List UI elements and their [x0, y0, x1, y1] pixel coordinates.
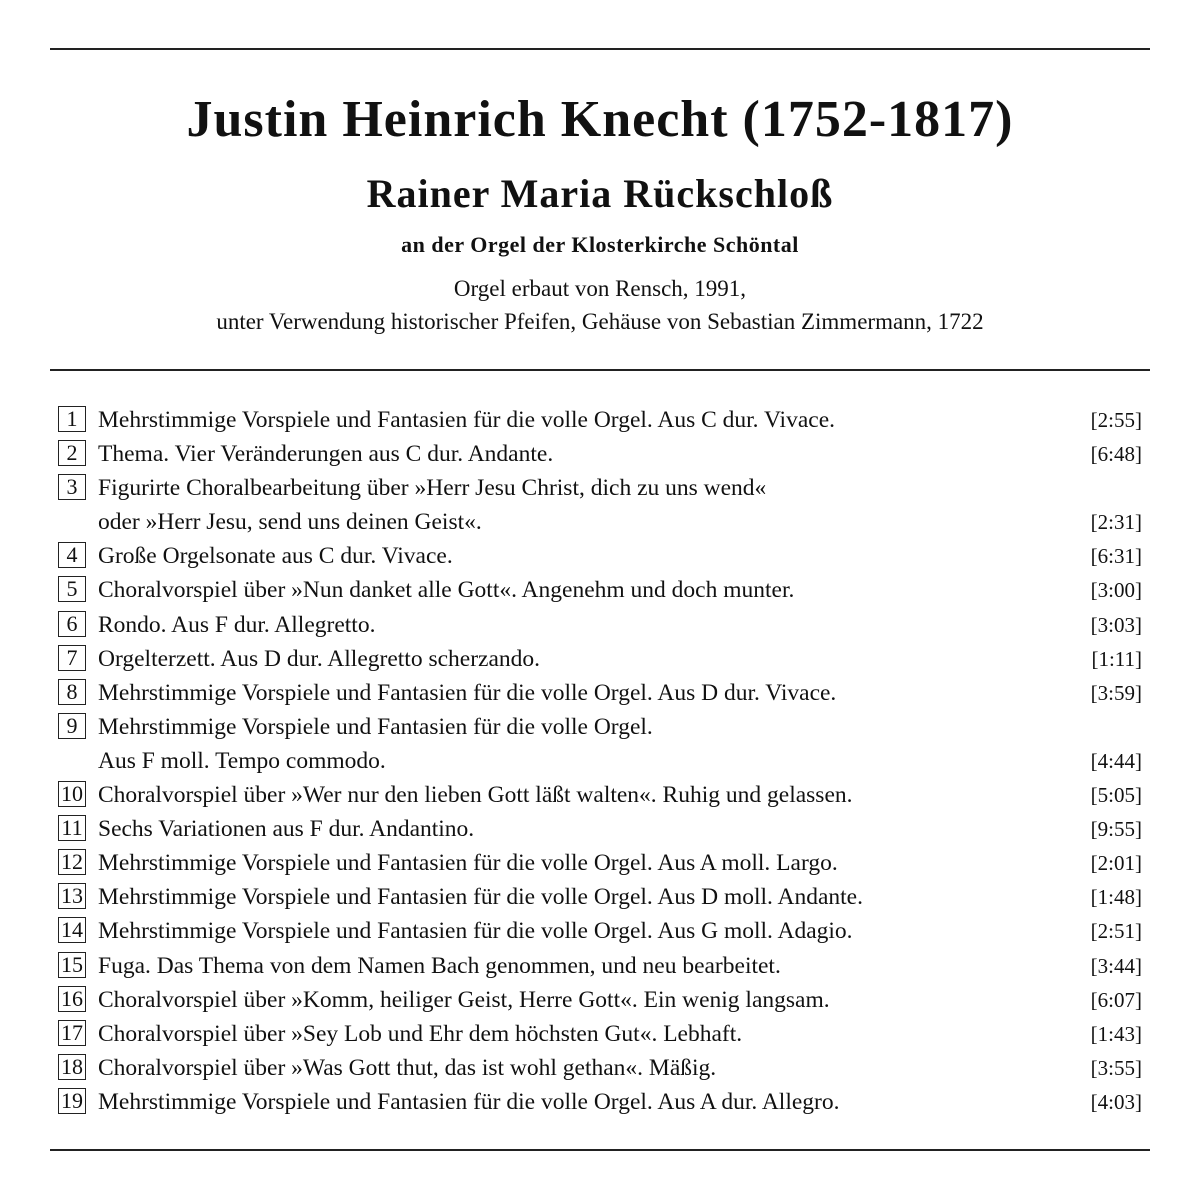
track-title: Mehrstimmige Vorspiele und Fantasien für die volle Orgel. [98, 713, 653, 740]
track-title: Choralvorspiel über »Wer nur den lieben Gott läßt walten«. Ruhig und gelassen. [98, 782, 853, 809]
performer-heading: Rainer Maria Rückschloß [366, 171, 834, 216]
track-duration: [2:01] [1090, 851, 1142, 876]
track-item [58, 1051, 1148, 1085]
track-item [58, 914, 1148, 948]
track-duration: [2:51] [1090, 919, 1142, 944]
track-list [58, 403, 1148, 1119]
track-item [58, 642, 1148, 676]
track-line [58, 914, 1148, 948]
track-item [58, 676, 1148, 710]
track-duration: [1:11] [1091, 646, 1142, 671]
track-title: oder »Herr Jesu, send uns deinen Geist«. [98, 509, 482, 536]
track-item [58, 983, 1148, 1017]
track-line [58, 573, 1148, 607]
track-title: Choralvorspiel über »Sey Lob und Ehr dem höchsten Gut«. Lebhaft. [98, 1020, 743, 1047]
track-title: Große Orgelsonate aus C dur. Vivace. [98, 543, 453, 570]
track-duration: [3:00] [1090, 578, 1142, 603]
track-line [58, 437, 1148, 471]
track-line [58, 744, 1148, 778]
track-title: Fuga. Das Thema von dem Namen Bach genommen, und neu bearbeitet. [98, 952, 781, 979]
track-duration: [9:55] [1090, 817, 1142, 842]
track-number-box: 4 [58, 542, 86, 568]
track-title: Figurirte Choralbearbeitung über »Herr Jesu Christ, dich zu uns wend« [98, 475, 767, 502]
track-line [58, 949, 1148, 983]
track-item [58, 1017, 1148, 1051]
track-line [58, 1085, 1148, 1119]
track-item [58, 608, 1148, 642]
track-line [58, 846, 1148, 880]
track-title: Orgelterzett. Aus D dur. Allegretto scherzando. [98, 645, 541, 672]
track-title: Mehrstimmige Vorspiele und Fantasien für die volle Orgel. Aus D dur. Vivace. [98, 679, 837, 706]
track-number-box: 12 [58, 849, 86, 875]
track-title: Sechs Variationen aus F dur. Andantino. [98, 816, 475, 843]
track-number-box: 18 [58, 1054, 86, 1080]
track-duration: [3:44] [1090, 953, 1142, 978]
track-item [58, 710, 1148, 778]
track-number-box: 11 [58, 815, 86, 841]
organ-details-line: unter Verwendung historischer Pfeifen, Gehäuse von Sebastian Zimmermann, 1722 [216, 309, 984, 334]
track-line [58, 471, 1148, 505]
top-divider [50, 48, 1150, 50]
track-duration: [6:07] [1090, 987, 1142, 1012]
track-duration: [2:31] [1090, 510, 1142, 535]
track-duration: [6:31] [1090, 544, 1142, 569]
track-title: Mehrstimmige Vorspiele und Fantasien für die volle Orgel. Aus C dur. Vivace. [98, 407, 836, 433]
track-number-box: 2 [58, 440, 86, 466]
track-item [58, 778, 1148, 812]
track-duration: [2:55] [1090, 408, 1142, 432]
track-title: Mehrstimmige Vorspiele und Fantasien für die volle Orgel. Aus A moll. Largo. [98, 850, 838, 877]
middle-divider [50, 369, 1150, 371]
track-duration: [1:43] [1090, 1021, 1142, 1046]
track-number-box: 13 [58, 883, 86, 909]
track-number-box: 9 [58, 713, 86, 739]
track-number-box: 10 [58, 781, 86, 807]
track-item [58, 880, 1148, 914]
track-item [58, 573, 1148, 607]
track-item [58, 949, 1148, 983]
track-number-box: 6 [58, 611, 86, 637]
track-line [58, 778, 1148, 812]
track-item [58, 1085, 1148, 1119]
track-line [58, 505, 1148, 539]
track-duration: [6:48] [1090, 442, 1142, 467]
track-number-box: 14 [58, 917, 86, 943]
track-title: Mehrstimmige Vorspiele und Fantasien für die volle Orgel. Aus G moll. Adagio. [98, 918, 853, 945]
track-title: Rondo. Aus F dur. Allegretto. [98, 611, 376, 638]
track-line [58, 539, 1148, 573]
track-line [58, 676, 1148, 710]
track-duration: [5:05] [1090, 783, 1142, 808]
track-duration: [3:03] [1090, 612, 1142, 637]
track-line [58, 403, 1148, 437]
track-line [58, 983, 1148, 1017]
track-duration: [3:55] [1090, 1055, 1142, 1080]
track-item [58, 437, 1148, 471]
track-title: Choralvorspiel über »Nun danket alle Gott«. Angenehm und doch munter. [98, 577, 795, 604]
track-line [58, 1017, 1148, 1051]
track-number-box: 3 [58, 474, 86, 500]
track-line [58, 1051, 1148, 1085]
track-duration: [4:44] [1090, 748, 1142, 773]
track-title: Thema. Vier Veränderungen aus C dur. Andante. [98, 441, 554, 468]
track-duration: [4:03] [1090, 1089, 1142, 1114]
track-number-box: 19 [58, 1088, 86, 1114]
track-number-box: 7 [58, 645, 86, 671]
organ-builder-line: Orgel erbaut von Rensch, 1991, [453, 276, 747, 301]
track-title: Aus F moll. Tempo commodo. [98, 747, 386, 774]
track-duration: [1:48] [1090, 885, 1142, 910]
track-number-box: 16 [58, 986, 86, 1012]
track-line [58, 642, 1148, 676]
track-line [58, 880, 1148, 914]
track-item [58, 539, 1148, 573]
track-title: Mehrstimmige Vorspiele und Fantasien für die volle Orgel. Aus D moll. Andante. [98, 884, 863, 911]
track-line [58, 812, 1148, 846]
track-item [58, 471, 1148, 539]
track-item [58, 812, 1148, 846]
track-number-box: 5 [58, 576, 86, 602]
composer-heading: Justin Heinrich Knecht (1752-1817) [186, 91, 1014, 148]
track-item [58, 846, 1148, 880]
track-number-box: 17 [58, 1020, 86, 1046]
track-number-box: 8 [58, 679, 86, 705]
track-title: Mehrstimmige Vorspiele und Fantasien für die volle Orgel. Aus A dur. Allegro. [98, 1088, 840, 1115]
track-title: Choralvorspiel über »Komm, heiliger Geist, Herre Gott«. Ein wenig langsam. [98, 986, 830, 1013]
bottom-divider [50, 1149, 1150, 1151]
track-duration: [3:59] [1090, 680, 1142, 705]
track-number-box: 1 [58, 406, 86, 432]
track-item [58, 403, 1148, 437]
track-line [58, 608, 1148, 642]
track-line [58, 710, 1148, 744]
organ-location: an der Orgel der Klosterkirche Schöntal [401, 232, 799, 257]
track-number-box: 15 [58, 952, 86, 978]
track-title: Choralvorspiel über »Was Gott thut, das ist wohl gethan«. Mäßig. [98, 1054, 717, 1081]
